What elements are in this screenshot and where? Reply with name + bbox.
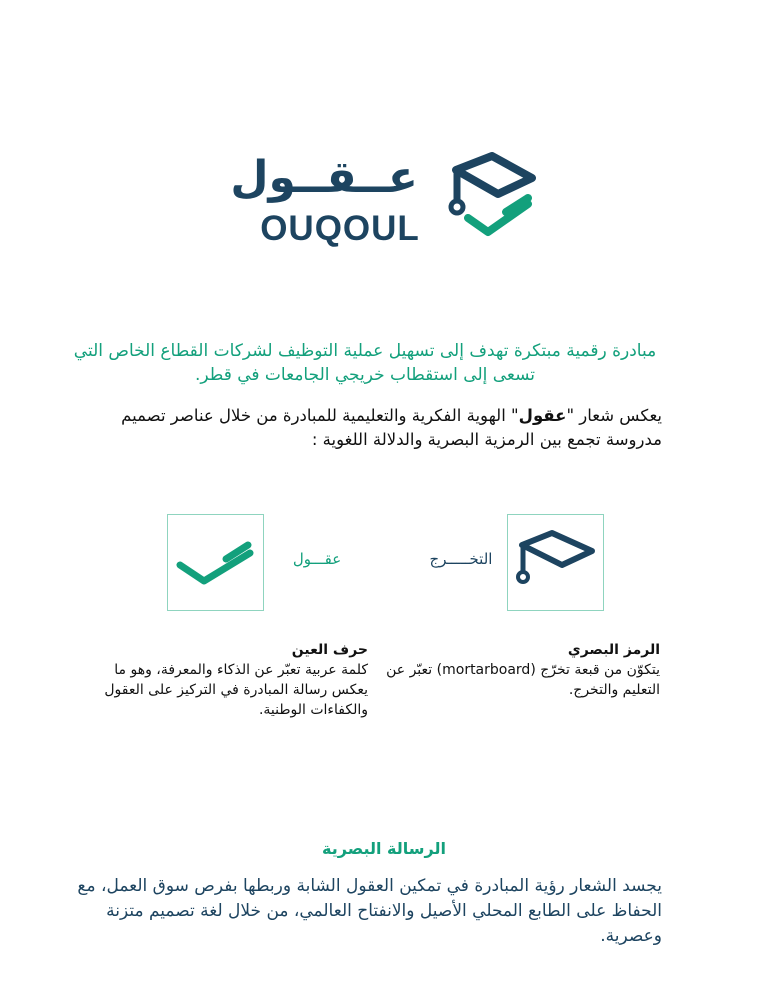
intro-text: مبادرة رقمية مبتكرة تهدف إلى تسهيل عملية التوظيف لشركات القطاع الخاص التي تسعى إلى استقطاب خريجي الجامعات في قطر.: [73, 341, 657, 385]
cap-description-block: [384, 640, 660, 700]
logo-mark-icon: [446, 152, 538, 248]
ain-text: كلمة عربية تعبّر عن الذكاء والمعرفة، وهو ما يعكس رسالة المبادرة في التركيز على العقول والكفاءات الوطنية.: [104, 662, 368, 718]
cap-heading: الرمز البصري: [567, 642, 660, 658]
ain-label: عقـــول: [292, 550, 342, 568]
cap-label: التخـــــرج: [429, 550, 493, 568]
ain-heading: حرف العين: [291, 642, 368, 658]
ain-description-block: [84, 640, 368, 720]
ain-icon: [168, 515, 263, 610]
logo-english-wordmark: OUQOUL: [260, 209, 420, 248]
visual-message-body: يجسد الشعار رؤية المبادرة في تمكين العقول الشابة وربطها بفرص سوق العمل، مع الحفاظ على الطابع المحلي الأصيل والانفتاح العالمي، من خلال لغة تصميم متزنة وعصرية.: [77, 876, 662, 946]
cap-symbol-box: [507, 514, 604, 611]
tassel-dot: [451, 201, 463, 213]
mortarboard-top: [456, 156, 532, 194]
cap-text: يتكوّن من قبعة تخرّج (mortarboard) تعبّر عن التعليم والتخرج.: [386, 662, 660, 698]
description-after: " الهوية الفكرية والتعليمية للمبادرة من خلال عناصر تصميم مدروسة تجمع بين الرمزية البصرية والدلالة اللغوية :: [121, 406, 662, 449]
description-text: [70, 404, 662, 452]
visual-message-title: الرسالة البصرية: [322, 839, 446, 858]
ain-symbol-box: [167, 514, 264, 611]
description-bold: عقول: [518, 406, 567, 425]
mortarboard-icon: [508, 515, 603, 610]
logo-arabic-wordmark: عــقــول: [230, 152, 418, 203]
description-before: يعكس شعار ": [566, 406, 662, 425]
